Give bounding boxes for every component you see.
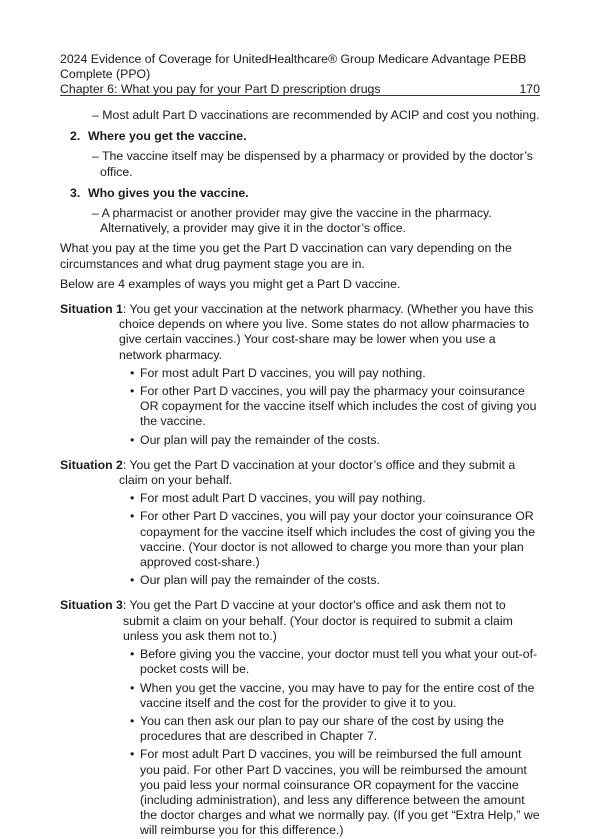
situation-text: : You get your vaccination at the network pharmacy. (Whether you have this choice depends on where you live. Some states do not allow pharmacies to give certain vaccines.) Your cost-share may be lower when you use a network pharmacy. xyxy=(119,302,534,362)
situation-label: Situation 1 xyxy=(60,302,123,317)
list-item: • For most adult Part D vaccines, you will be reimbursed the full amount you paid. For other Part D vaccines, you will be reimbursed the amount you paid less your normal coinsurance OR copayment for the vaccine (including administration), and less any difference between the amount the doctor charges and what we normally pay. (If you get “Extra Help,” we will reimburse you for this difference.) xyxy=(140,747,540,838)
item-title: Where you get the vaccine. xyxy=(88,129,247,144)
situation-label: Situation 2 xyxy=(60,457,123,472)
bullet-list xyxy=(60,491,540,588)
item-number: 2. xyxy=(70,129,81,144)
item-detail: – A pharmacist or another provider may give the vaccine in the pharmacy. Alternatively, a provider may give it in the doctor’s office. xyxy=(92,206,492,236)
list-item: • For most adult Part D vaccines, you will pay nothing. xyxy=(140,366,540,381)
list-item: • For most adult Part D vaccines, you will pay nothing. xyxy=(140,491,540,506)
paragraph: Below are 4 examples of ways you might get a Part D vaccine. xyxy=(60,276,401,291)
chapter-title: Chapter 6: What you pay for your Part D prescription drugs xyxy=(60,82,381,96)
item-number: 3. xyxy=(70,185,81,200)
situation-1 xyxy=(60,302,540,448)
header-divider xyxy=(60,95,540,96)
list-item: • When you get the vaccine, you may have to pay for the entire cost of the vaccine itself and the cost for the provider to give it to you. xyxy=(140,681,540,711)
list-item: • Our plan will pay the remainder of the costs. xyxy=(140,433,540,448)
situation-text: : You get the Part D vaccination at your doctor’s office and they submit a claim on your behalf. xyxy=(119,457,516,488)
bullet-list xyxy=(60,366,540,448)
page-body xyxy=(60,103,540,839)
numbered-item xyxy=(60,129,540,180)
page-header xyxy=(60,52,540,97)
list-item: • You can then ask our plan to pay our share of the cost by using the procedures that are described in Chapter 7. xyxy=(140,714,540,744)
list-item: • For other Part D vaccines, you will pay the pharmacy your coinsurance OR copayment for the vaccine itself which includes the cost of giving you the vaccine. xyxy=(140,384,540,430)
page-number: 170 xyxy=(519,82,540,96)
bullet-list xyxy=(60,647,540,838)
list-item: • Our plan will pay the remainder of the costs. xyxy=(140,573,540,588)
situation-3 xyxy=(60,598,540,838)
situation-text: : You get the Part D vaccine at your doctor's office and ask them not to submit a claim on your behalf. (Your doctor is required to submit a claim unless you ask them not to.) xyxy=(122,598,513,643)
item-title: Who gives you the vaccine. xyxy=(88,185,249,200)
document-title: 2024 Evidence of Coverage for UnitedHealthcare® Group Medicare Advantage PEBB Complete (PPO) xyxy=(60,52,527,81)
item-detail: – The vaccine itself may be dispensed by a pharmacy or provided by the doctor’s office. xyxy=(92,149,533,179)
list-item: • Before giving you the vaccine, your doctor must tell you what your out-of-pocket costs will be. xyxy=(140,647,540,677)
intro-note: – Most adult Part D vaccinations are recommended by ACIP and cost you nothing. xyxy=(92,108,540,122)
numbered-item xyxy=(60,186,540,237)
list-item: • For other Part D vaccines, you will pay your doctor your coinsurance OR copayment for the vaccine itself which includes the cost of giving you the vaccine. (Your doctor is not allowed to charge you more than your plan approved cost-share.) xyxy=(140,509,540,570)
paragraph: What you pay at the time you get the Part D vaccination can vary depending on the circumstances and what drug payment stage you are in. xyxy=(60,241,512,271)
situation-label: Situation 3 xyxy=(60,598,123,613)
situation-2 xyxy=(60,458,540,589)
